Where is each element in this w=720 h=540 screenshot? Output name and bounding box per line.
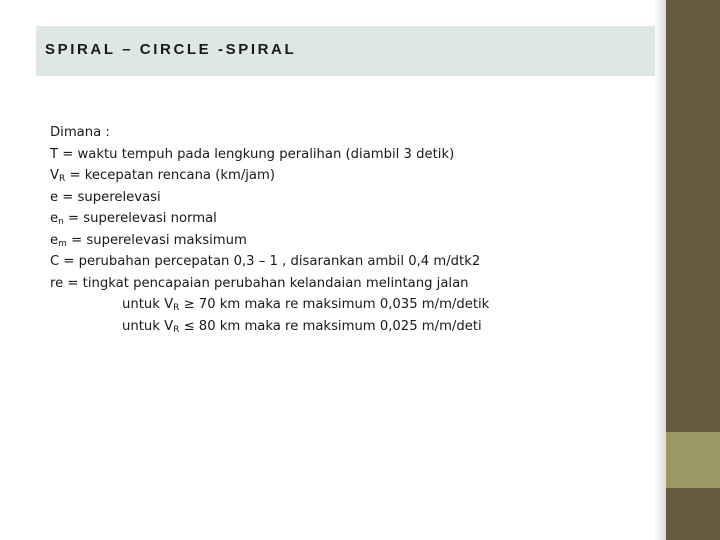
content-line bbox=[50, 251, 610, 273]
side-shadow bbox=[654, 0, 666, 540]
side-bar-accent bbox=[666, 432, 720, 488]
content-line bbox=[50, 122, 610, 144]
content-line bbox=[50, 273, 610, 295]
line-text: e = superelevasi bbox=[50, 189, 161, 205]
line-subscript: n bbox=[58, 217, 64, 227]
line-subscript: m bbox=[58, 238, 67, 249]
line-text: Dimana : bbox=[50, 125, 110, 140]
line-text: C = perubahan percepatan 0,3 – 1 , disarankan ambil 0,4 m/dtk2 bbox=[50, 254, 481, 269]
line-subscript: R bbox=[173, 324, 180, 335]
line-text: ≤ 80 km maka re maksimum 0,025 m/m/deti bbox=[179, 318, 482, 334]
content-line-indented bbox=[50, 316, 610, 338]
line-text: = superelevasi normal bbox=[63, 211, 217, 226]
content-line bbox=[50, 187, 610, 209]
line-subscript: R bbox=[59, 174, 66, 184]
line-text: T = waktu tempuh pada lengkung peralihan (diambil 3 detik) bbox=[50, 146, 455, 162]
side-bar-dark-bottom bbox=[666, 488, 720, 540]
line-text: = superelevasi maksimum bbox=[66, 232, 247, 248]
line-text: untuk V bbox=[122, 297, 174, 312]
line-text: = kecepatan rencana (km/jam) bbox=[65, 168, 276, 183]
line-text: e bbox=[50, 232, 59, 248]
line-text: V bbox=[50, 168, 60, 183]
line-text: untuk V bbox=[122, 318, 174, 334]
content-line bbox=[50, 165, 610, 187]
slide-title: SPIRAL – CIRCLE -SPIRAL bbox=[45, 41, 297, 58]
line-text: re = tingkat pencapaian perubahan kelandaian melintang jalan bbox=[50, 275, 469, 291]
title-bar bbox=[36, 26, 655, 76]
line-text: e bbox=[50, 211, 59, 226]
content-line bbox=[50, 144, 610, 166]
line-subscript: R bbox=[173, 303, 180, 313]
content-line bbox=[50, 208, 610, 230]
line-text: ≥ 70 km maka re maksimum 0,035 m/m/detik bbox=[179, 297, 490, 312]
content-body bbox=[50, 122, 610, 337]
side-bar-dark-top bbox=[666, 0, 720, 432]
content-line bbox=[50, 230, 610, 252]
content-line-indented bbox=[50, 294, 610, 316]
